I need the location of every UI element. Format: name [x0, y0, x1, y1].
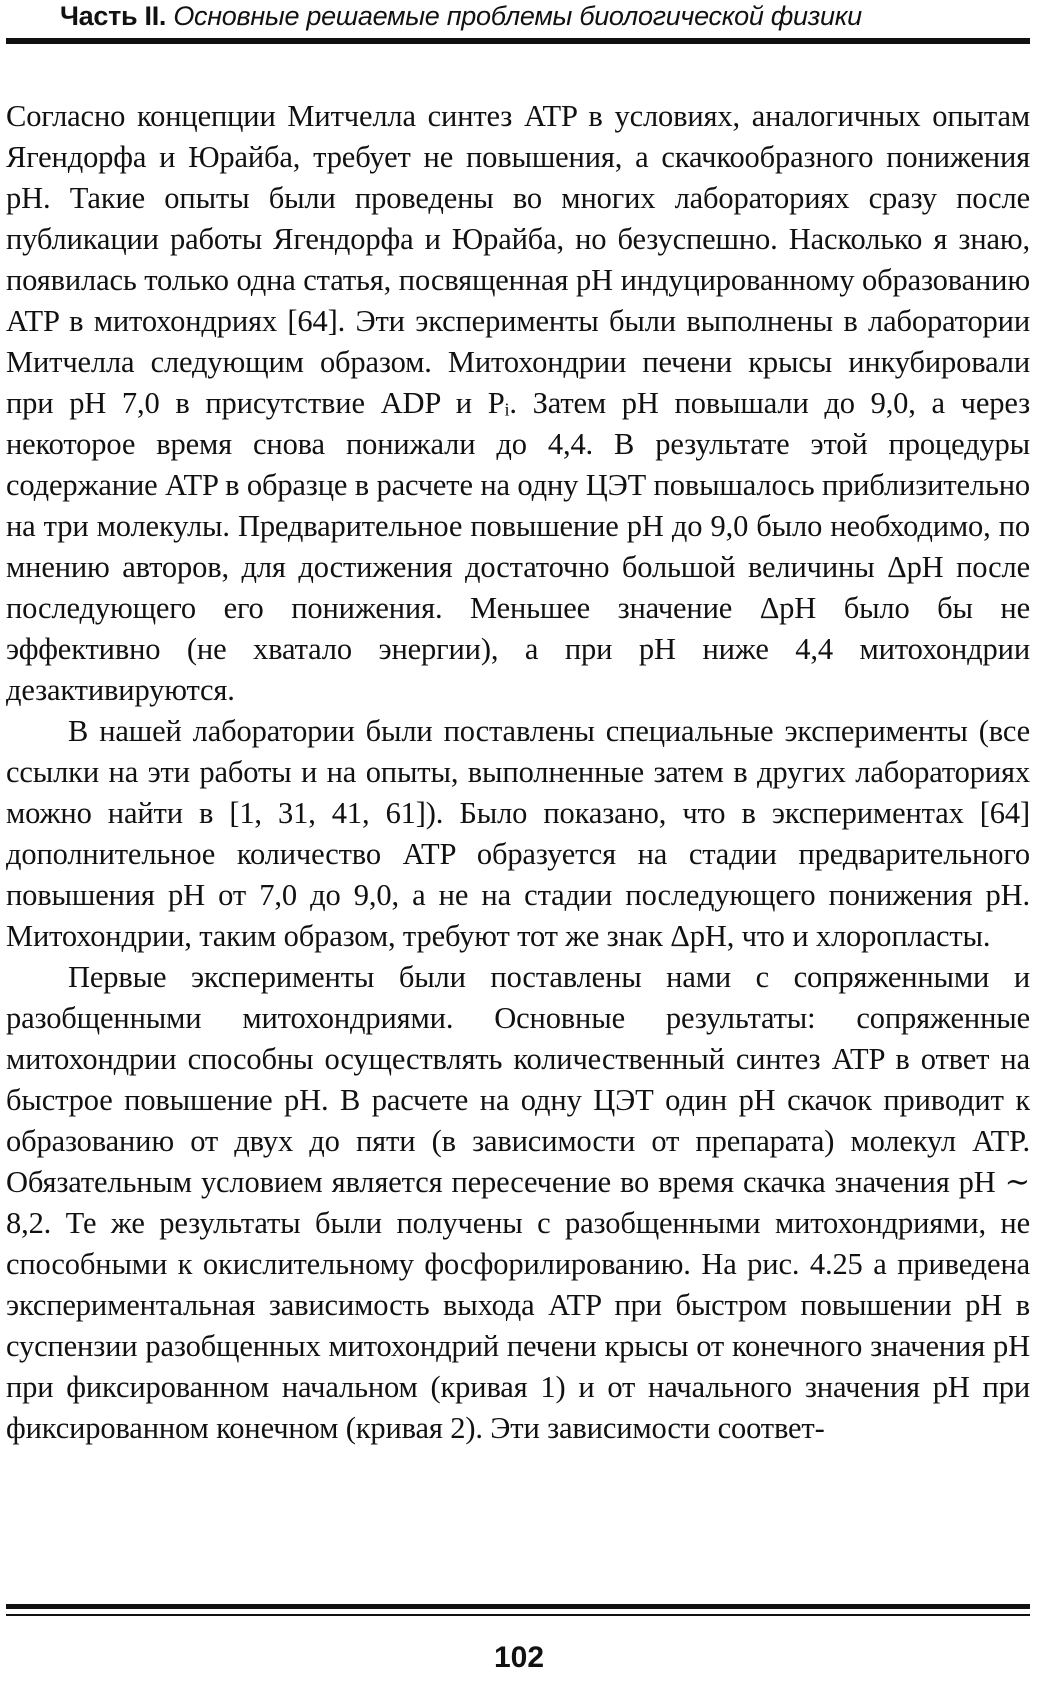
paragraph-3: Первые эксперименты были поставлены нами с сопряженными и разобщенными митохондриями. Основные результаты: сопряженные митохондрии способны осуществлять количественный синтез ATP в ответ на быстрое повышение pH. В расчете на одну ЦЭТ один pH скачок приводит к образованию от двух до пяти (в зависимости от препарата) молекул ATP. Обязательным условием является пересечение во время скачка значения pH ∼ 8,2. Те же результаты были получены с разобщенными митохондриями, не способными к окислительному фосфорилированию. На рис. 4.25 а приведена экспериментальная зависимость выхода ATP при быстром повышении pH в суспензии разобщенных митохондрий печени крысы от конечного значения pH при фиксированном начальном (кривая 1) и от начального значения pH при фиксированном конечном (кривая 2). Эти зависимости соответ- — [6, 960, 1030, 1445]
running-head — [60, 0, 1000, 32]
footer-rule-thick — [6, 1604, 1030, 1609]
footer-rule-thin — [6, 1614, 1030, 1616]
header-rule — [6, 38, 1030, 44]
paragraph-2: В нашей лаборатории были поставлены специальные эксперименты (все ссылки на эти работы и на опыты, выполненные затем в других лабораториях можно найти в [1, 31, 41, 61]). Было показано, что в экспериментах [64] дополнительное количество ATP образуется на стадии предварительного повышения pH от 7,0 до 9,0, а не на стадии последующего понижения pH. Митохондрии, таким образом, требуют тот же знак ΔpH, что и хлоропласты. — [6, 714, 1030, 953]
body-text — [6, 96, 1030, 1449]
paragraph-1: Согласно концепции Митчелла синтез ATP в условиях, аналогичных опытам Ягендорфа и Юрайба, требует не повышения, а скачкообразного понижения pH. Такие опыты были проведены во многих лабораториях сразу после публикации работы Ягендорфа и Юрайба, но безуспешно. Насколько я знаю, появилась только одна статья, посвященная pH индуцированному образованию ATP в митохондриях [64]. Эти эксперименты были выполнены в лаборатории Митчелла следующим образом. Митохондрии печени крысы инкубировали при pH 7,0 в присутствие ADP и Pᵢ. Затем pH повышали до 9,0, а через некоторое время снова понижали до 4,4. В результате этой процедуры содержание ATP в образце в расчете на одну ЦЭТ повышалось приблизительно на три молекулы. Предварительное повышение pH до 9,0 было необходимо, по мнению авторов, для достижения достаточно большой величины ΔpH после последующего его понижения. Меньшее значение ΔpH было бы не эффективно (не хватало энергии), а при pH ниже 4,4 митохондрии дезактивируются. — [6, 99, 1030, 707]
page-number: 102 — [493, 1641, 545, 1674]
running-head-title: Основные решаемые проблемы биологической физики — [173, 1, 862, 31]
running-head-part: Часть II. — [60, 1, 167, 31]
